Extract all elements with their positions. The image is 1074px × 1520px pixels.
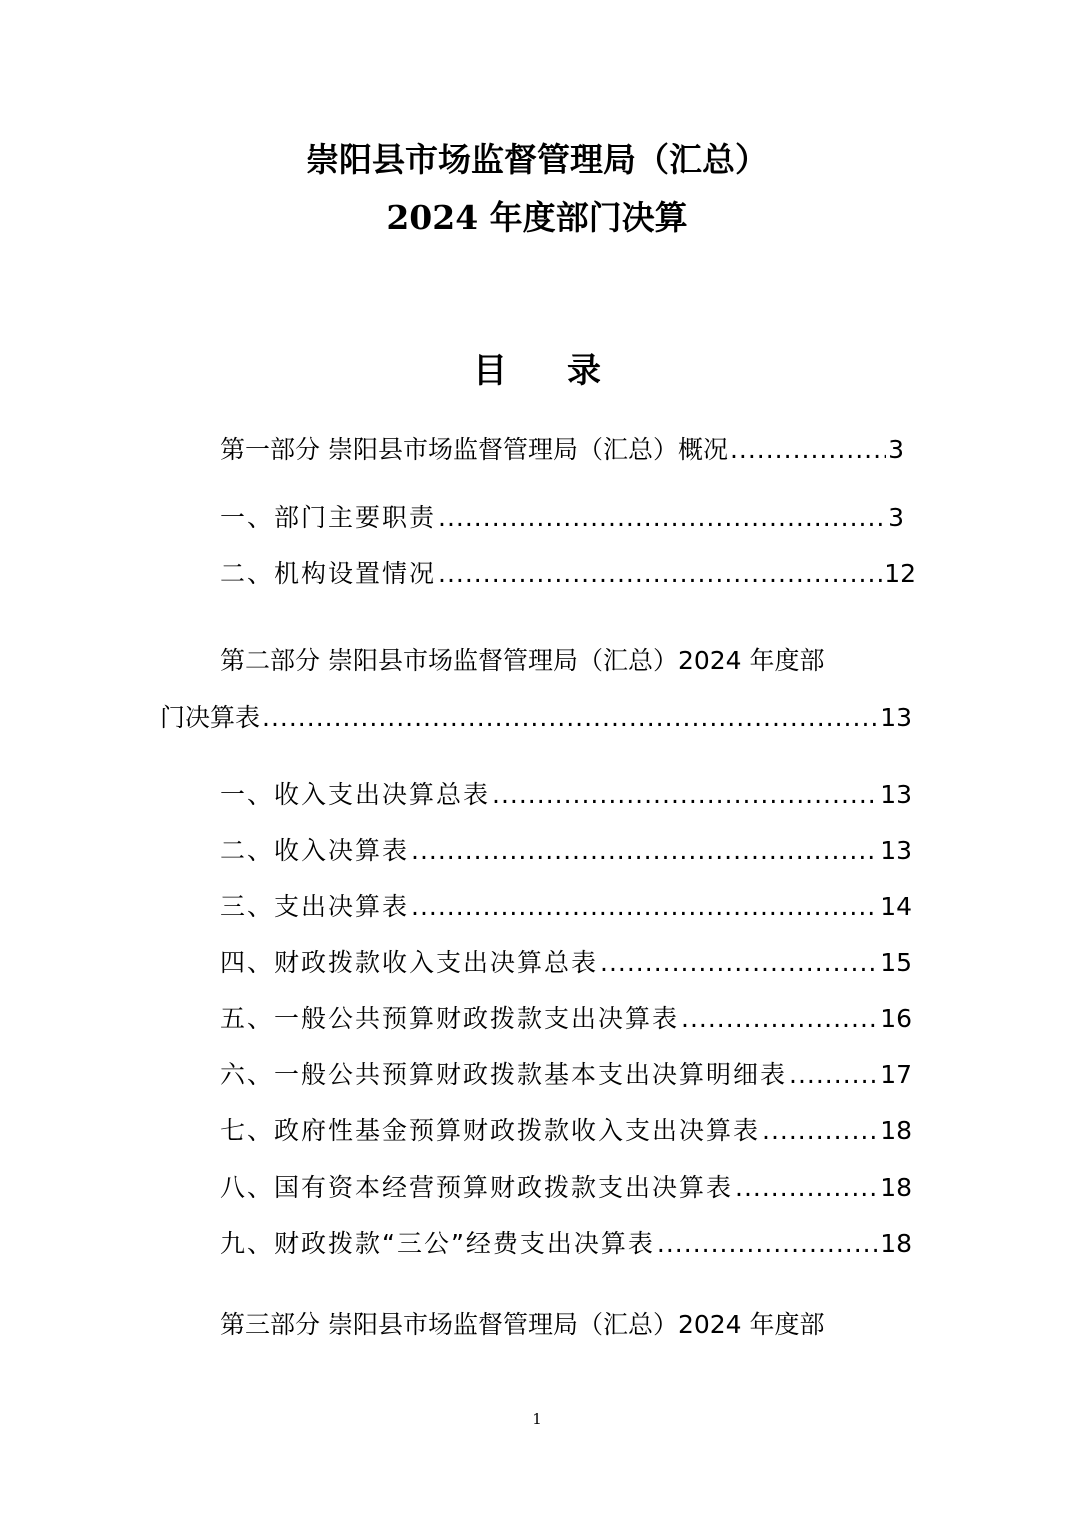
toc-page-number: 13 bbox=[880, 836, 912, 865]
toc-page-number: 3 bbox=[888, 503, 904, 532]
toc-entry-label: 四、财政拨款收入支出决算总表 bbox=[220, 948, 599, 977]
toc-page-number: 16 bbox=[880, 1004, 912, 1033]
toc-entry[interactable] bbox=[220, 556, 916, 592]
toc-part2-label-line1[interactable]: 第二部分 崇阳县市场监督管理局（汇总）2024 年度部 bbox=[220, 646, 825, 675]
toc-entry[interactable] bbox=[220, 833, 912, 869]
toc-leader bbox=[438, 556, 882, 592]
toc-leader bbox=[789, 1057, 878, 1093]
toc-entry-label: 二、机构设置情况 bbox=[220, 559, 437, 588]
toc-page-number: 18 bbox=[880, 1116, 912, 1145]
toc-entry[interactable] bbox=[220, 1170, 912, 1206]
toc-page-number: 18 bbox=[880, 1229, 912, 1258]
toc-leader bbox=[262, 700, 878, 736]
toc-entry[interactable] bbox=[220, 1001, 912, 1037]
toc-entry[interactable] bbox=[220, 500, 904, 536]
toc-entry-label: 五、一般公共预算财政拨款支出决算表 bbox=[220, 1004, 680, 1033]
toc-heading: 目录 bbox=[473, 351, 661, 391]
toc-entry-label: 一、收入支出决算总表 bbox=[220, 780, 491, 809]
toc-entry-label: 八、国有资本经营预算财政拨款支出决算表 bbox=[220, 1173, 734, 1202]
toc-page-number: 17 bbox=[880, 1060, 912, 1089]
toc-entry-label: 七、政府性基金预算财政拨款收入支出决算表 bbox=[220, 1116, 761, 1145]
toc-leader bbox=[657, 1226, 878, 1262]
toc-entry[interactable] bbox=[220, 777, 912, 813]
toc-leader bbox=[411, 833, 878, 869]
toc-entry-label: 三、支出决算表 bbox=[220, 892, 410, 921]
toc-part1-entry[interactable] bbox=[220, 432, 904, 468]
toc-entry-label: 一、部门主要职责 bbox=[220, 503, 437, 532]
document-title-line1: 崇阳县市场监督管理局（汇总） bbox=[306, 140, 768, 179]
toc-page-number: 15 bbox=[880, 948, 912, 977]
toc-entry[interactable] bbox=[220, 1057, 912, 1093]
toc-entry-label: 六、一般公共预算财政拨款基本支出决算明细表 bbox=[220, 1060, 788, 1089]
toc-part2-entry[interactable] bbox=[160, 700, 912, 736]
toc-entry-label: 九、财政拨款“三公”经费支出决算表 bbox=[220, 1229, 655, 1258]
toc-leader bbox=[492, 777, 878, 813]
toc-leader bbox=[762, 1113, 878, 1149]
toc-page-number: 13 bbox=[880, 780, 912, 809]
toc-page-number: 13 bbox=[880, 703, 912, 732]
toc-page-number: 18 bbox=[880, 1173, 912, 1202]
toc-entry[interactable] bbox=[220, 945, 912, 981]
page-number: 1 bbox=[532, 1410, 542, 1428]
toc-leader bbox=[600, 945, 878, 981]
toc-page-number: 12 bbox=[884, 559, 916, 588]
toc-entry[interactable] bbox=[220, 1226, 912, 1262]
toc-part3-label-line1[interactable]: 第三部分 崇阳县市场监督管理局（汇总）2024 年度部 bbox=[220, 1310, 825, 1339]
toc-leader bbox=[438, 500, 886, 536]
document-title-line2: 2024 年度部门决算 bbox=[386, 198, 688, 237]
toc-part1-label: 第一部分 崇阳县市场监督管理局（汇总）概况 bbox=[220, 435, 728, 464]
toc-entry[interactable] bbox=[220, 889, 912, 925]
toc-entry[interactable] bbox=[220, 1113, 912, 1149]
toc-page-number: 14 bbox=[880, 892, 912, 921]
toc-entry-label: 二、收入决算表 bbox=[220, 836, 410, 865]
toc-leader bbox=[411, 889, 878, 925]
toc-part2-label-line2: 门决算表 bbox=[160, 703, 261, 732]
toc-leader bbox=[735, 1170, 878, 1206]
toc-leader bbox=[730, 432, 886, 468]
toc-leader bbox=[681, 1001, 878, 1037]
toc-page-number: 3 bbox=[888, 435, 904, 464]
